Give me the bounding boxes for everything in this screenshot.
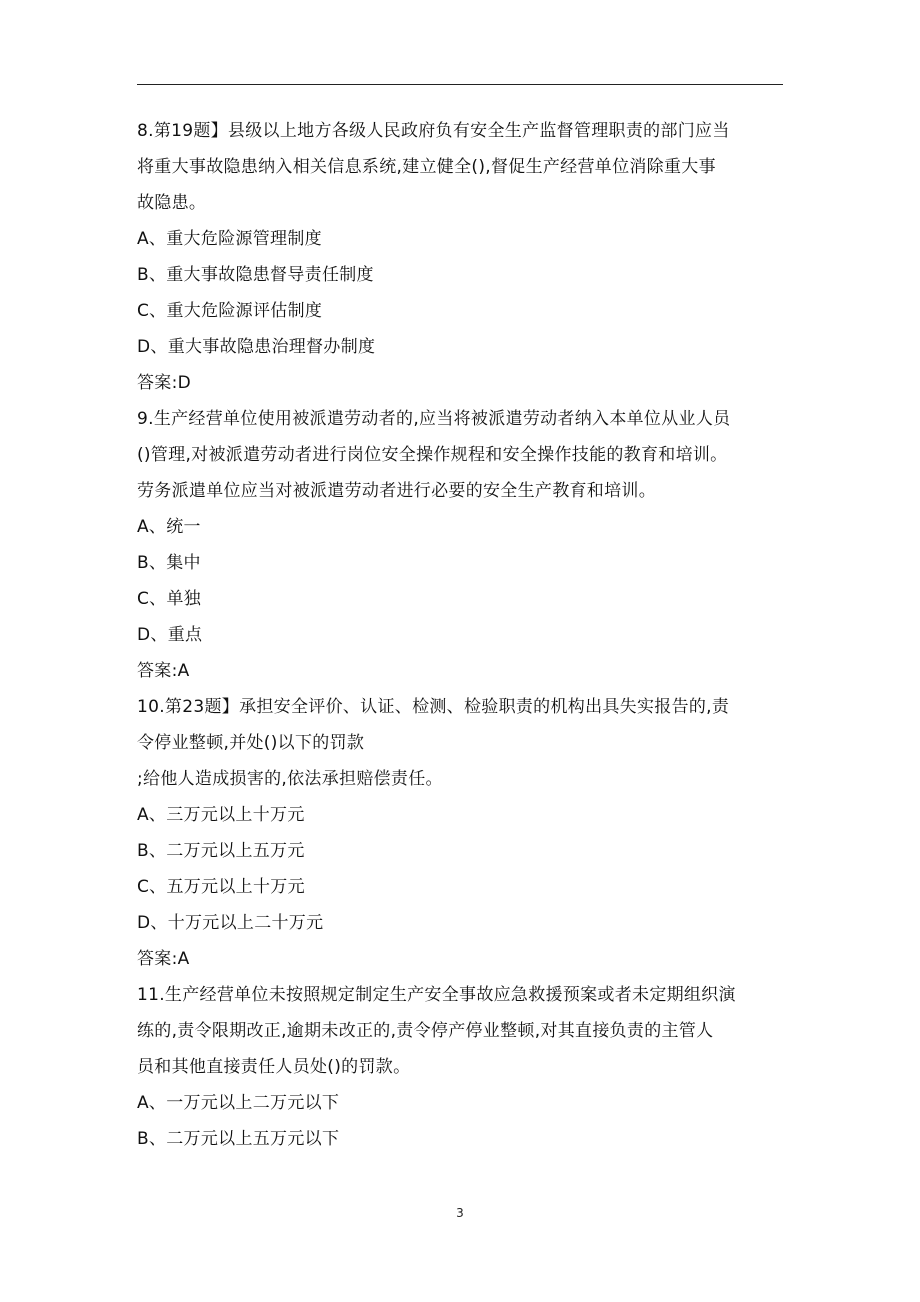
q10-option-b: B、二万元以上五万元 (137, 841, 305, 861)
q9-line-3: 劳务派遣单位应当对被派遣劳动者进行必要的安全生产教育和培训。 (137, 481, 656, 501)
q11-line-2: 练的,责令限期改正,逾期未改正的,责令停产停业整顿,对其直接负责的主管人 (137, 1021, 714, 1041)
q8-line-3: 故隐患。 (137, 193, 207, 213)
q10-line-2: 令停业整顿,并处()以下的罚款 (137, 733, 365, 753)
header-rule (137, 84, 783, 85)
q9-line-1: 9.生产经营单位使用被派遣劳动者的,应当将被派遣劳动者纳入本单位从业人员 (137, 409, 731, 429)
q10-line-3: ;给他人造成损害的,依法承担赔偿责任。 (137, 769, 443, 789)
page-number: 3 (456, 1206, 464, 1220)
q9-option-b: B、集中 (137, 553, 201, 573)
q8-option-c: C、重大危险源评估制度 (137, 301, 323, 321)
q8-option-a: A、重大危险源管理制度 (137, 229, 322, 249)
q10-option-a: A、三万元以上十万元 (137, 805, 305, 825)
q11-line-1: 11.生产经营单位未按照规定制定生产安全事故应急救援预案或者未定期组织演 (137, 985, 736, 1005)
q10-option-c: C、五万元以上十万元 (137, 877, 305, 897)
q10-line-1: 10.第23题】承担安全评价、认证、检测、检验职责的机构出具失实报告的,责 (137, 697, 730, 717)
q9-option-a: A、统一 (137, 517, 201, 537)
q10-option-d: D、十万元以上二十万元 (137, 913, 324, 933)
q8-answer: 答案:D (137, 373, 192, 393)
q8-line-1: 8.第19题】县级以上地方各级人民政府负有安全生产监督管理职责的部门应当 (137, 121, 730, 141)
q11-option-a: A、一万元以上二万元以下 (137, 1093, 340, 1113)
q8-line-2: 将重大事故隐患纳入相关信息系统,建立健全(),督促生产经营单位消除重大事 (137, 157, 716, 177)
q9-option-d: D、重点 (137, 625, 203, 645)
q10-answer: 答案:A (137, 949, 190, 969)
q8-option-d: D、重大事故隐患治理督办制度 (137, 337, 376, 357)
q11-option-b: B、二万元以上五万元以下 (137, 1129, 340, 1149)
q8-option-b: B、重大事故隐患督导责任制度 (137, 265, 374, 285)
q9-line-2: ()管理,对被派遣劳动者进行岗位安全操作规程和安全操作技能的教育和培训。 (137, 445, 728, 465)
q11-line-3: 员和其他直接责任人员处()的罚款。 (137, 1057, 411, 1077)
q9-option-c: C、单独 (137, 589, 202, 609)
page-body (137, 113, 787, 1157)
q9-answer: 答案:A (137, 661, 190, 681)
